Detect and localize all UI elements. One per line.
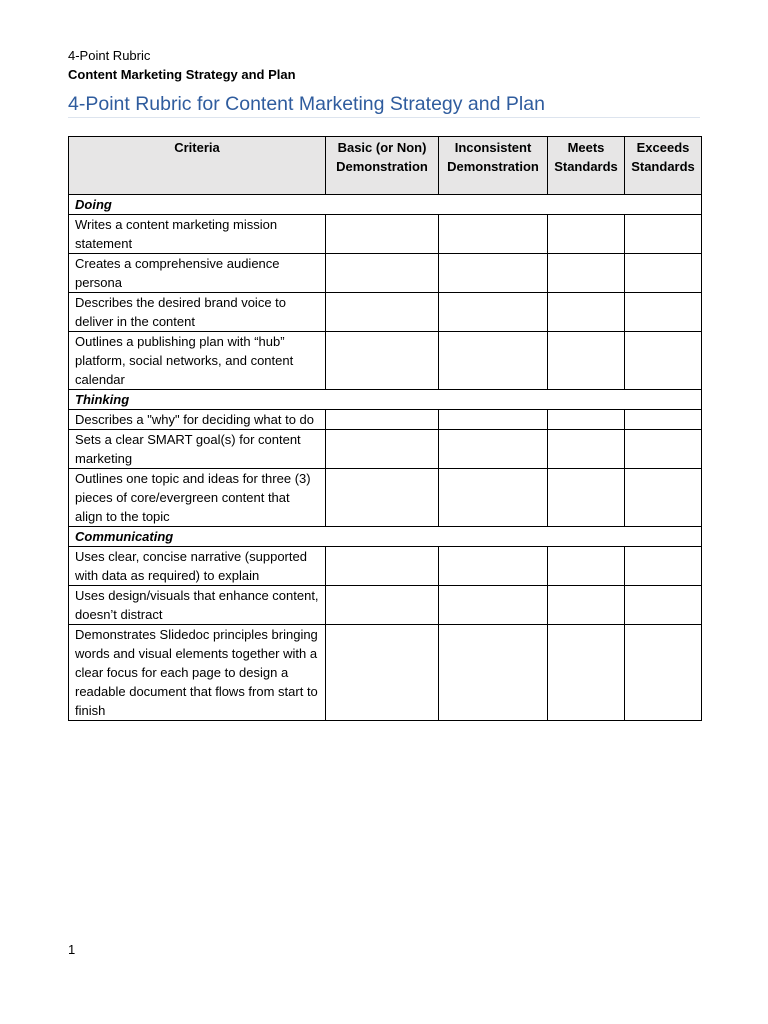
score-cell [326,410,439,430]
score-cell [625,586,702,625]
section-row [69,527,702,547]
section-row [69,195,702,215]
criteria-cell: Uses clear, concise narrative (supported with data as required) to explain [69,547,326,586]
criteria-cell: Creates a comprehensive audience persona [69,254,326,293]
score-cell [625,293,702,332]
score-cell [548,293,625,332]
criteria-cell: Outlines one topic and ideas for three (3) pieces of core/evergreen content that align to the topic [69,469,326,527]
score-cell [326,625,439,721]
score-cell [439,293,548,332]
score-cell [548,254,625,293]
header-document-subtitle: Content Marketing Strategy and Plan [68,67,296,82]
score-cell [439,430,548,469]
section-row [69,390,702,410]
score-cell [439,586,548,625]
table-row [69,625,702,721]
criteria-cell: Describes a "why" for deciding what to do [69,410,326,430]
score-cell [548,430,625,469]
table-row [69,410,702,430]
criteria-cell: Writes a content marketing mission statement [69,215,326,254]
table-row [69,430,702,469]
section-label: Doing [69,195,702,215]
title-divider [68,117,700,118]
score-cell [439,410,548,430]
section-label: Communicating [69,527,702,547]
score-cell [326,293,439,332]
column-header: Basic (or Non) Demonstration [326,137,439,195]
section-label: Thinking [69,390,702,410]
score-cell [326,254,439,293]
table-row [69,332,702,390]
criteria-cell: Describes the desired brand voice to deliver in the content [69,293,326,332]
score-cell [326,469,439,527]
score-cell [625,430,702,469]
score-cell [326,547,439,586]
header-document-name: 4-Point Rubric [68,48,151,63]
criteria-cell: Demonstrates Slidedoc principles bringing words and visual elements together with a clear focus for each page to design a readable document that flows from start to finish [69,625,326,721]
score-cell [548,547,625,586]
table-row [69,293,702,332]
column-header: Exceeds Standards [625,137,702,195]
criteria-cell: Uses design/visuals that enhance content, doesn’t distract [69,586,326,625]
table-row [69,586,702,625]
score-cell [625,547,702,586]
score-cell [625,215,702,254]
score-cell [326,586,439,625]
score-cell [625,410,702,430]
column-header: Criteria [69,137,326,195]
score-cell [548,410,625,430]
score-cell [439,215,548,254]
score-cell [439,547,548,586]
score-cell [326,215,439,254]
table-row [69,215,702,254]
score-cell [625,469,702,527]
page-title: 4-Point Rubric for Content Marketing Strategy and Plan [68,93,545,115]
score-cell [439,469,548,527]
score-cell [439,625,548,721]
rubric-table [68,136,702,721]
score-cell [326,332,439,390]
score-cell [548,586,625,625]
score-cell [439,254,548,293]
score-cell [548,215,625,254]
table-header-row [69,137,702,195]
score-cell [625,254,702,293]
criteria-cell: Outlines a publishing plan with “hub” platform, social networks, and content calendar [69,332,326,390]
table-row [69,254,702,293]
column-header: Meets Standards [548,137,625,195]
column-header: Inconsistent Demonstration [439,137,548,195]
page-number: 1 [68,942,76,957]
score-cell [548,332,625,390]
score-cell [548,469,625,527]
score-cell [625,625,702,721]
table-row [69,547,702,586]
score-cell [548,625,625,721]
score-cell [326,430,439,469]
criteria-cell: Sets a clear SMART goal(s) for content marketing [69,430,326,469]
table-row [69,469,702,527]
score-cell [439,332,548,390]
score-cell [625,332,702,390]
